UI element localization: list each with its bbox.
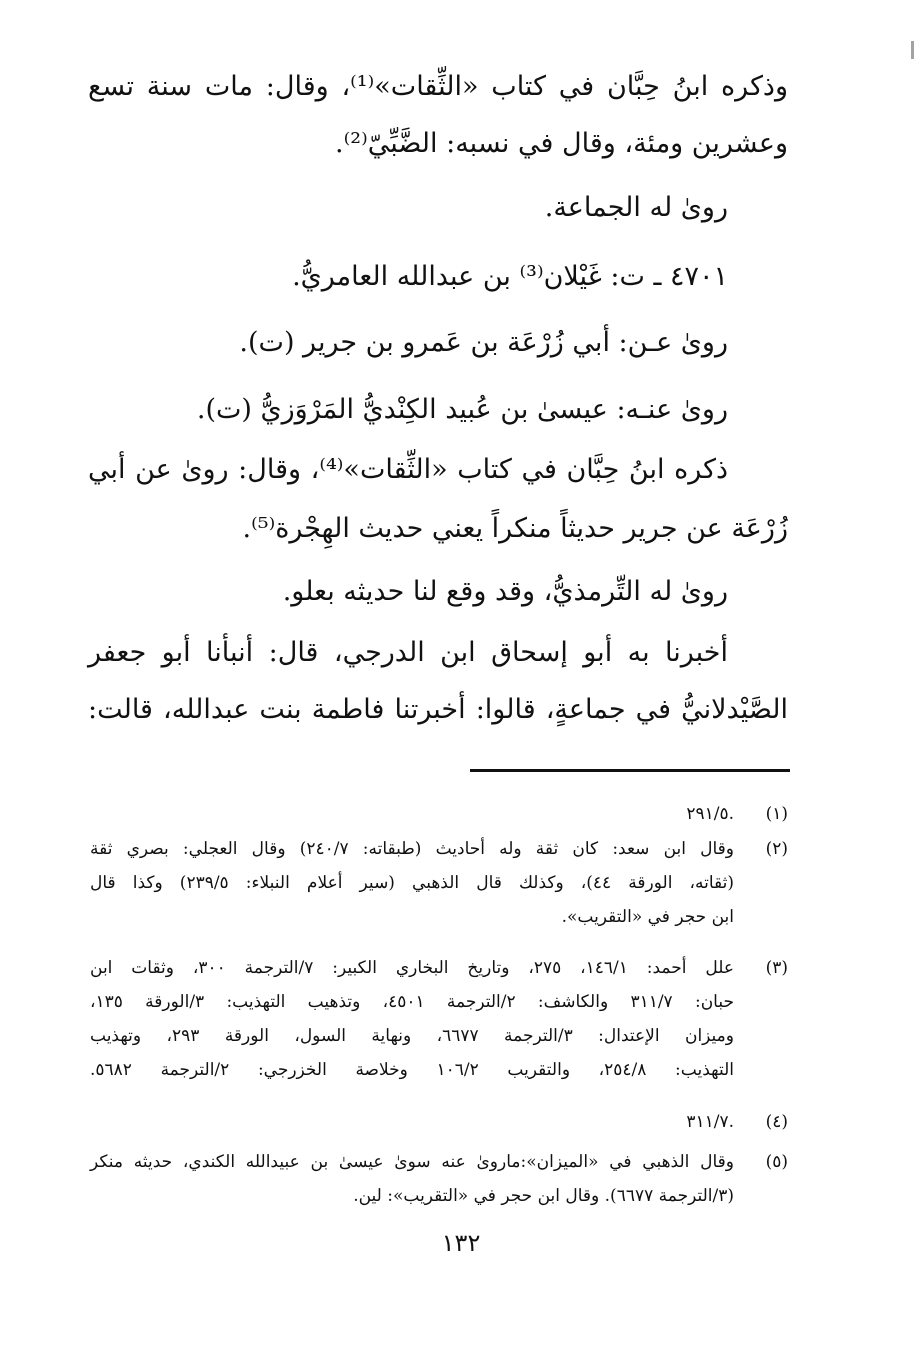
main-line-6: روىٰ عنـه: عيسىٰ بن عُبيد الكِنْديُّ المَرْوَزيُّ (ت). <box>196 394 728 425</box>
page-number: ١٣٢ <box>441 1229 481 1257</box>
main-line-7: ذكره ابنُ حِبَّان في كتاب «الثِّقات»⁽⁴⁾، وقال: روىٰ عن أبي <box>88 454 728 485</box>
main-line-5: روىٰ عـن: أبي زُرْعَة بن عَمرو بن جرير (ت). <box>239 327 728 358</box>
footnote-4-line-1: .٣١١/٧ <box>686 1112 734 1132</box>
main-line-11: الصَّيْدلانيُّ في جماعةٍ، قالوا: أخبرتنا فاطمة بنت عبدالله، قالت: <box>88 694 788 725</box>
main-line-1: وذكره ابنُ حِبَّان في كتاب «الثِّقات»⁽¹⁾، وقال: مات سنة تسع <box>88 71 788 102</box>
footnote-number-5: (٥) <box>765 1152 788 1172</box>
footnote-number-3: (٣) <box>765 958 788 978</box>
footnote-2-line-3: ابن حجر في «التقريب». <box>561 907 734 927</box>
footnote-3-line-4: التهذيب: ٢٥٤/٨، والتقريب ١٠٦/٢ وخلاصة الخزرجي: ٢/الترجمة ٥٦٨٢. <box>90 1060 734 1080</box>
scan-mark <box>911 41 914 59</box>
footnote-2-line-1: وقال ابن سعد: كان ثقة وله أحاديث (طبقاته: ٢٤٠/٧) وقال العجلي: بصري ثقة <box>90 839 734 859</box>
footnote-number-2: (٢) <box>765 839 788 859</box>
footnote-2-line-2: (ثقاته، الورقة ٤٤)، وكذلك قال الذهبي (سير أعلام النبلاء: ٢٣٩/٥) وكذا قال <box>90 873 734 893</box>
main-line-8: زُرْعَة عن جرير حديثاً منكراً يعني حديث الهِجْرة⁽⁵⁾. <box>242 513 788 544</box>
footnote-divider <box>470 769 790 772</box>
footnote-1-line-1: .٢٩١/٥ <box>686 804 734 824</box>
main-line-9: روىٰ له التِّرمذيُّ، وقد وقع لنا حديثه بعلو. <box>282 576 728 607</box>
main-line-10: أخبرنا به أبو إسحاق ابن الدرجي، قال: أنبأنا أبو جعفر <box>88 637 728 668</box>
footnote-5-line-2: (٣/الترجمة ٦٦٧٧). وقال ابن حجر في «التقريب»: لين. <box>353 1186 734 1206</box>
footnote-3-line-2: حبان: ٣١١/٧ والكاشف: ٢/الترجمة ٤٥٠١، وتذهيب التهذيب: ٣/الورقة ١٣٥، <box>90 992 735 1012</box>
main-line-2: وعشرين ومئة، وقال في نسبه: الضَّبِّيّ⁽²⁾. <box>335 128 788 159</box>
footnote-3-line-1: علل أحمد: ١٤٦/١، ٢٧٥، وتاريخ البخاري الكبير: ٧/الترجمة ٣٠٠، وثقات ابن <box>90 958 734 978</box>
footnote-5-line-1: وقال الذهبي في «الميزان»:ماروىٰ عنه سوىٰ عيسىٰ بن عبيدالله الكندي، حديثه منكر <box>90 1152 734 1172</box>
footnote-number-4: (٤) <box>765 1112 788 1132</box>
main-line-4: ٤٧٠١ ـ ت: غَيْلان⁽³⁾ بن عبدالله العامريُّ. <box>292 261 728 292</box>
footnote-number-1: (١) <box>765 804 788 824</box>
main-line-3: روىٰ له الجماعة. <box>544 192 728 223</box>
footnote-3-line-3: وميزان الإعتدال: ٣/الترجمة ٦٦٧٧، ونهاية السول، الورقة ٢٩٣، وتهذيب <box>90 1026 734 1046</box>
